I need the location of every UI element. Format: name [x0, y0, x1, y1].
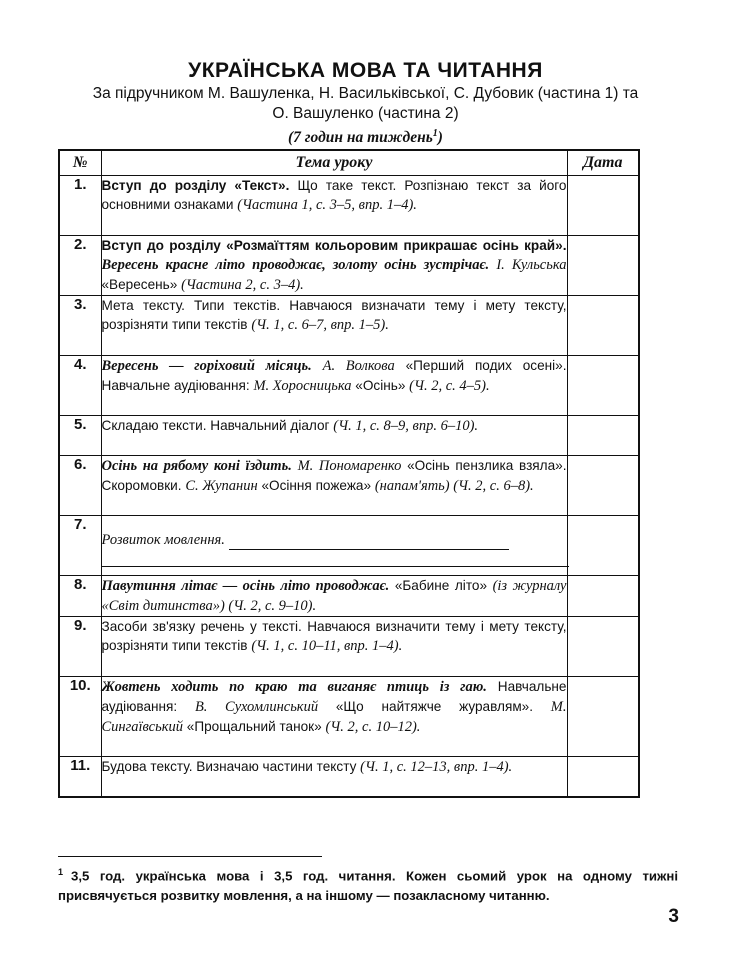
topic-text-segment: (Ч. 2, с. 10–12). — [325, 719, 421, 735]
table-row — [59, 356, 639, 416]
lesson-date-cell[interactable] — [567, 617, 639, 677]
lesson-topic — [101, 236, 567, 296]
topic-text-segment: Вступ до розділу «Розмаїттям кольоровим прикрашає осінь край». — [101, 238, 567, 253]
lesson-date-cell[interactable] — [567, 296, 639, 356]
topic-text-segment: «Осінь пензлика взяла». Скоромовки. — [101, 458, 567, 493]
topic-text-segment: Що таке текст. Розпізнаю текст за його основними ознаками — [101, 178, 567, 212]
lesson-number: 2. — [59, 236, 101, 296]
topic-text-segment: Вступ до розділу «Текст». — [101, 178, 290, 193]
lesson-date-cell[interactable] — [567, 176, 639, 236]
topic-text-segment: «Бабине літо» — [389, 578, 493, 593]
footnote — [58, 862, 678, 906]
column-header-topic: Тема уроку — [101, 150, 567, 176]
topic-text-segment: Складаю тексти. Навчальний діалог — [101, 418, 334, 433]
lesson-date-cell[interactable] — [567, 416, 639, 456]
topic-text-segment: А. Волкова — [322, 358, 395, 374]
table-row — [59, 516, 639, 576]
topic-text-segment: (із журналу «Світ дитинства») (Ч. 2, с. 9–10). — [101, 578, 567, 614]
table-row — [59, 677, 639, 757]
textbook-authors-line1: За підручником М. Вашуленка, Н. Васильківської, С. Дубовик (частина 1) та — [92, 85, 639, 102]
table-body — [59, 176, 639, 797]
hours-per-week — [0, 124, 731, 148]
topic-text-segment: (Частина 2, с. 3–4). — [181, 277, 304, 293]
lesson-number: 7. — [59, 516, 101, 576]
topic-text-segment: «Перший подих осені». Навчальне аудіювання: — [101, 358, 567, 393]
lesson-plan-table — [58, 149, 640, 798]
topic-text-segment: Будова тексту. Визначаю частини тексту — [101, 759, 361, 774]
lesson-number: 1. — [59, 176, 101, 236]
topic-text-segment: І. Кульська — [496, 257, 567, 273]
topic-text-segment: «Осінь» — [351, 378, 410, 393]
topic-text-segment: (напам'ять) (Ч. 2, с. 6–8). — [374, 478, 534, 494]
footnote-divider — [58, 856, 322, 857]
lesson-topic — [101, 617, 567, 677]
topic-text-segment: (Ч. 2, с. 4–5). — [409, 378, 490, 394]
lesson-topic — [101, 757, 567, 797]
lesson-topic — [101, 516, 567, 576]
textbook-authors-line2: О. Вашуленко (частина 2) — [272, 105, 459, 122]
lesson-number: 9. — [59, 617, 101, 677]
lesson-number: 10. — [59, 677, 101, 757]
page-header — [0, 58, 731, 148]
column-header-date: Дата — [567, 150, 639, 176]
lesson-date-cell[interactable] — [567, 516, 639, 576]
lesson-topic — [101, 176, 567, 236]
lesson-number: 8. — [59, 576, 101, 617]
topic-text-segment: Жовтень ходить по краю та виганяє птиць із гаю. — [101, 679, 487, 695]
blank-writing-line — [229, 535, 509, 550]
topic-text-segment: «Вересень» — [101, 277, 182, 292]
lesson-number: 5. — [59, 416, 101, 456]
topic-text-segment: «Що найтяжче журавлям». — [318, 699, 551, 714]
lesson-topic — [101, 677, 567, 757]
topic-text-segment: М. Хоросницька — [253, 378, 352, 394]
topic-text-segment: (Ч. 1, с. 12–13, впр. 1–4). — [360, 759, 513, 775]
topic-text-segment: (Ч. 1, с. 10–11, впр. 1–4). — [251, 638, 403, 654]
topic-text-segment: В. Сухомлинський — [194, 699, 319, 715]
topic-text-segment: Навчальне аудіювання: — [101, 679, 567, 714]
lesson-date-cell[interactable] — [567, 576, 639, 617]
lesson-number: 3. — [59, 296, 101, 356]
footnote-mark: 1 — [58, 867, 64, 877]
footnote-ref: 1 — [432, 128, 438, 139]
lesson-topic — [101, 296, 567, 356]
hours-close: ) — [437, 129, 443, 147]
lesson-date-cell[interactable] — [567, 757, 639, 797]
lesson-topic — [101, 576, 567, 617]
topic-text-segment: (Ч. 1, с. 8–9, впр. 6–10). — [333, 418, 479, 434]
table-row — [59, 416, 639, 456]
topic-text-segment: (Частина 1, с. 3–5, впр. 1–4). — [237, 197, 417, 213]
topic-text-segment: Вересень красне літо проводжає, золоту осінь зустрічає. — [101, 257, 490, 273]
table-row — [59, 296, 639, 356]
footnote-text: 3,5 год. українська мова і 3,5 год. читання. Кожен сьомий урок на одному тижні присвячується розвитку мовлення, а на іншому — позакласному читанню. — [58, 868, 678, 904]
blank-writing-line — [102, 554, 569, 567]
lesson-topic — [101, 456, 567, 516]
topic-text-segment: Павутиння літає — осінь літо проводжає. — [101, 578, 390, 594]
topic-text-segment: Мета тексту. Типи текстів. Навчаюся визначати тему і мету тексту, розрізняти типи текстів — [101, 298, 567, 332]
table-row — [59, 456, 639, 516]
topic-text-segment: «Осіння пожежа» — [257, 478, 375, 493]
topic-text-segment: Засоби зв'язку речень у тексті. Навчаюся визначити тему і мету тексту, розрізняти типи текстів — [101, 619, 567, 653]
table-header-row — [59, 150, 639, 176]
topic-text-segment: М. Сингаївський — [101, 699, 567, 735]
lesson-date-cell[interactable] — [567, 456, 639, 516]
topic-text-segment: Вересень — горіховий місяць. — [101, 358, 312, 374]
topic-text-segment: «Прощальний танок» — [182, 719, 326, 734]
column-header-number: № — [59, 150, 101, 176]
topic-text-segment — [312, 358, 323, 373]
speech-development-label: Розвиток мовлення. — [101, 532, 225, 548]
table-row — [59, 757, 639, 797]
lesson-date-cell[interactable] — [567, 236, 639, 296]
lesson-number: 11. — [59, 757, 101, 797]
lesson-number: 4. — [59, 356, 101, 416]
page-number: 3 — [668, 906, 679, 927]
topic-text-segment: (Ч. 1, с. 6–7, впр. 1–5). — [251, 317, 389, 333]
table-row — [59, 576, 639, 617]
topic-text-segment: Осінь на рябому коні їздить. — [101, 458, 292, 474]
table-row — [59, 176, 639, 236]
lesson-date-cell[interactable] — [567, 677, 639, 757]
table-row — [59, 617, 639, 677]
topic-text-segment: С. Жупанин — [185, 478, 258, 494]
page-title: УКРАЇНСЬКА МОВА ТА ЧИТАННЯ — [188, 59, 543, 82]
topic-text-segment: М. Пономаренко — [297, 458, 402, 474]
lesson-topic — [101, 416, 567, 456]
lesson-topic — [101, 356, 567, 416]
table-row — [59, 236, 639, 296]
lesson-number: 6. — [59, 456, 101, 516]
lesson-date-cell[interactable] — [567, 356, 639, 416]
hours-text: (7 годин на тиждень — [288, 129, 433, 147]
